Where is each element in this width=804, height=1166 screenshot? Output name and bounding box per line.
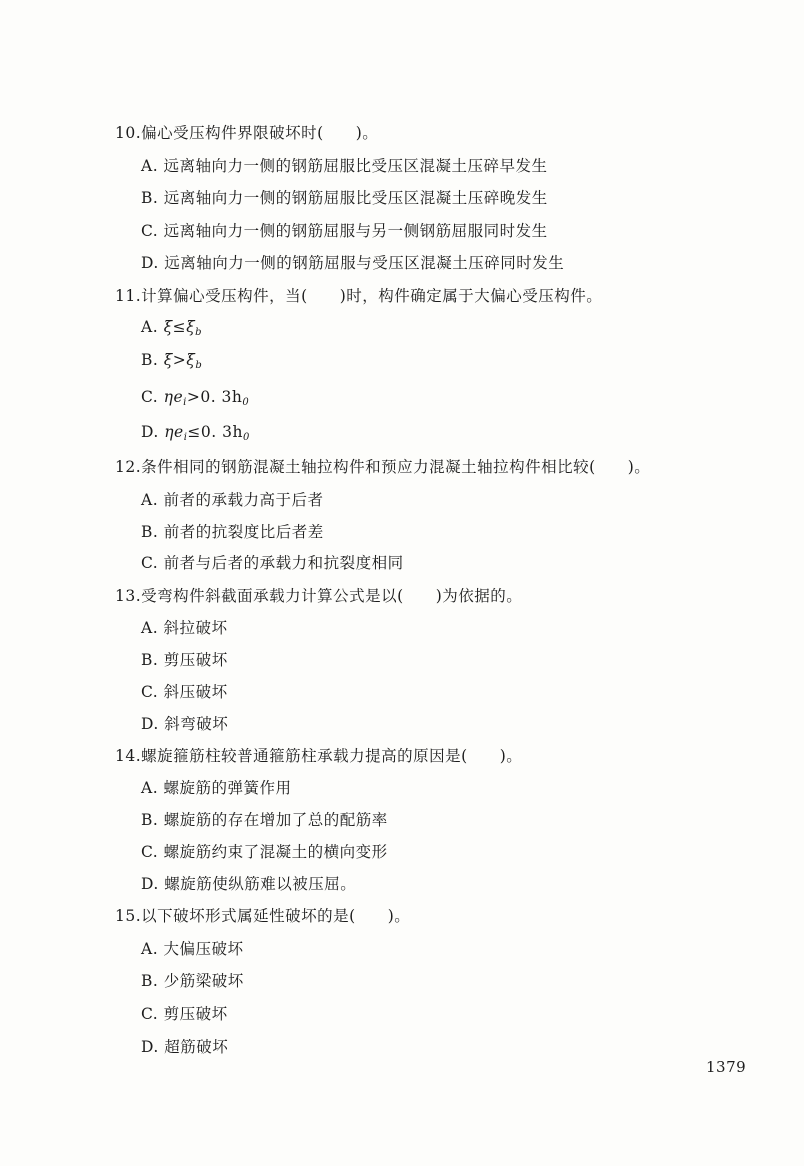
math-relation: ≤ bbox=[172, 318, 187, 336]
question-10-option-b: B. 远离轴向力一侧的钢筋屈服比受压区混凝土压碎晚发生 bbox=[141, 189, 548, 207]
question-15-option-b: B. 少筋梁破坏 bbox=[141, 972, 244, 990]
math-tail: 0. 3h bbox=[200, 388, 243, 406]
question-11-stem: 11.计算偏心受压构件，当( )时，构件确定属于大偏心受压构件。 bbox=[115, 287, 603, 305]
question-11-option-c bbox=[141, 388, 249, 408]
math-var: ξ bbox=[186, 318, 196, 336]
question-13-option-d: D. 斜弯破坏 bbox=[141, 715, 229, 733]
option-label: D. bbox=[141, 423, 165, 441]
question-12-stem: 12.条件相同的钢筋混凝土轴拉构件和预应力混凝土轴拉构件相比较( )。 bbox=[115, 458, 651, 476]
option-label: A. bbox=[141, 318, 164, 336]
math-subscript: i bbox=[183, 432, 188, 443]
question-14-option-c: C. 螺旋筋约束了混凝土的横向变形 bbox=[141, 843, 388, 861]
question-12-option-a: A. 前者的承载力高于后者 bbox=[141, 491, 324, 509]
question-15-stem: 15.以下破坏形式属延性破坏的是( )。 bbox=[115, 907, 411, 925]
math-subscript: 0 bbox=[242, 432, 250, 443]
question-10-option-c: C. 远离轴向力一侧的钢筋屈服与另一侧钢筋屈服同时发生 bbox=[141, 222, 548, 240]
question-13-option-a: A. 斜拉破坏 bbox=[141, 619, 228, 637]
math-var: ηe bbox=[163, 388, 184, 406]
question-11-option-d bbox=[141, 423, 250, 443]
question-10-stem: 10.偏心受压构件界限破坏时( )。 bbox=[115, 124, 379, 142]
question-12-option-c: C. 前者与后者的承载力和抗裂度相同 bbox=[141, 554, 404, 572]
question-13-option-c: C. 斜压破坏 bbox=[141, 683, 228, 701]
question-14-option-d: D. 螺旋筋使纵筋难以被压屈。 bbox=[141, 875, 357, 893]
question-15-option-d: D. 超筋破坏 bbox=[141, 1038, 229, 1056]
question-14-option-b: B. 螺旋筋的存在增加了总的配筋率 bbox=[141, 811, 388, 829]
question-10-option-d: D. 远离轴向力一侧的钢筋屈服与受压区混凝土压碎同时发生 bbox=[141, 254, 565, 272]
math-relation: > bbox=[186, 388, 201, 406]
question-13-option-b: B. 剪压破坏 bbox=[141, 651, 228, 669]
question-14-stem: 14.螺旋箍筋柱较普通箍筋柱承载力提高的原因是( )。 bbox=[115, 747, 523, 765]
question-10-option-a: A. 远离轴向力一侧的钢筋屈服比受压区混凝土压碎早发生 bbox=[141, 157, 548, 175]
math-subscript: b bbox=[195, 327, 203, 338]
math-var: ξ bbox=[163, 351, 173, 369]
question-11-option-a bbox=[141, 318, 202, 338]
option-label: C. bbox=[141, 388, 164, 406]
question-12-option-b: B. 前者的抗裂度比后者差 bbox=[141, 523, 324, 541]
question-13-stem: 13.受弯构件斜截面承载力计算公式是以( )为依据的。 bbox=[115, 587, 523, 605]
question-11-option-b bbox=[141, 351, 202, 371]
option-label: B. bbox=[141, 351, 164, 369]
math-subscript: i bbox=[183, 397, 187, 408]
math-subscript: b bbox=[195, 360, 203, 371]
math-var: ξ bbox=[163, 318, 173, 336]
page-number: 1379 bbox=[706, 1058, 747, 1076]
math-var: ξ bbox=[186, 351, 196, 369]
question-15-option-a: A. 大偏压破坏 bbox=[141, 940, 244, 958]
question-15-option-c: C. 剪压破坏 bbox=[141, 1005, 228, 1023]
math-relation: ≤ bbox=[187, 423, 201, 441]
math-subscript: 0 bbox=[242, 397, 250, 408]
question-14-option-a: A. 螺旋筋的弹簧作用 bbox=[141, 779, 292, 797]
math-tail: 0. 3h bbox=[200, 423, 243, 441]
math-relation: > bbox=[172, 351, 187, 369]
math-var: ηe bbox=[164, 423, 184, 441]
